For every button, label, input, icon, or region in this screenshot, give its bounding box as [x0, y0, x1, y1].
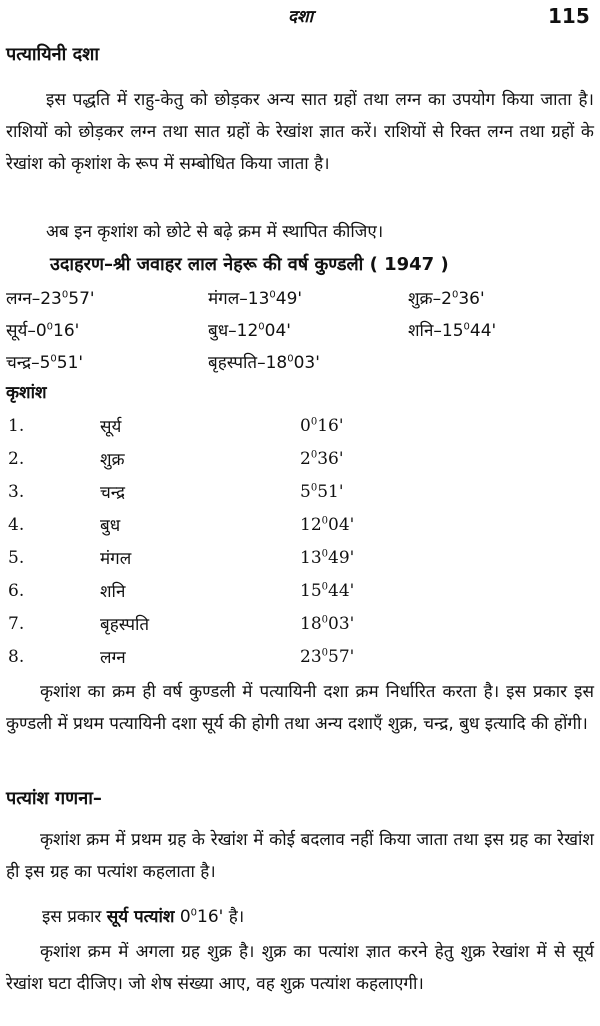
krishansh-heading: कृशांश [6, 383, 47, 403]
paragraph-intro: इस पद्धति में राहु-केतु को छोड़कर अन्य सात ग्रहों तथा लग्न का उपयोग किया जाता है। राशियों को छोड़कर लग्न तथा सात ग्रहों के रेखांश ज्ञात करें। राशियों से रिक्त लग्न तथा ग्रहों के रेखांश को कृशांश के रूप में सम्बोधित किया जाता है। [6, 90, 594, 174]
list-item-planet: बृहस्पति [100, 615, 150, 635]
list-item-value: $0^016'$ [300, 416, 344, 436]
list-item-planet: शनि [100, 582, 126, 602]
list-item-number: 2. [8, 449, 25, 469]
paragraph-patyansh-first: कृशांश क्रम में प्रथम ग्रह के रेखांश में कोई बदलाव नहीं किया जाता तथा इस ग्रह का रेखांश ही इस ग्रह का पत्यांश कहलाता है। [6, 830, 594, 882]
list-item-value: $23^057'$ [300, 647, 355, 667]
list-item-number: 6. [8, 581, 25, 601]
list-item-planet: सूर्य [100, 417, 122, 437]
list-item-number: 8. [8, 647, 25, 667]
surya-patyansh-line: इस प्रकार सूर्य पत्यांश $0^016'$ है। [42, 907, 245, 927]
paragraph-order: अब इन कृशांश को छोटे से बढ़े क्रम में स्थापित कीजिए। [46, 222, 384, 242]
running-header-title: दशा [288, 7, 313, 27]
example-chandra: $चन्द्र-5^051'$ [6, 353, 84, 373]
example-shani: $शनि-15^044'$ [408, 321, 497, 341]
list-item-value: $15^044'$ [300, 581, 355, 601]
paragraph-shukra-patyansh: कृशांश क्रम में अगला ग्रह शुक्र है। शुक्र का पत्यांश ज्ञात करने हेतु शुक्र रेखांश में से सूर्य रेखांश घटा दीजिए। जो शेष संख्या आए, वह शुक्र पत्यांश कहलाएगी। [6, 942, 594, 994]
example-title: उदाहरण–श्री जवाहर लाल नेहरू की वर्ष कुण्डली ( 1947 ) [50, 254, 449, 275]
list-item-number: 4. [8, 515, 25, 535]
section-heading-patyansh: पत्यांश गणना– [6, 788, 102, 809]
list-item-planet: शुक्र [100, 450, 125, 470]
list-item-planet: मंगल [100, 549, 132, 569]
list-item-number: 1. [8, 416, 25, 436]
list-item-planet: लग्न [100, 648, 126, 668]
paragraph-krishansh-order: कृशांश का क्रम ही वर्ष कुण्डली में पत्यायिनी दशा क्रम निर्धारित करता है। इस प्रकार इस कुण्डली में प्रथम पत्यायिनी दशा सूर्य की होगी तथा अन्य दशाएँ शुक्र, चन्द्र, बुध इत्यादि की होंगी। [6, 682, 594, 734]
list-item-planet: चन्द्र [100, 483, 126, 503]
list-item-value: $5^051'$ [300, 482, 344, 502]
example-lagna: $लग्न-23^057'$ [6, 289, 95, 309]
list-item-number: 3. [8, 482, 25, 502]
list-item-planet: बुध [100, 516, 121, 536]
list-item-value: $12^004'$ [300, 515, 355, 535]
list-item-number: 5. [8, 548, 25, 568]
example-shukra: $शुक्र-2^036'$ [408, 289, 485, 309]
page-number: 115 [548, 4, 590, 28]
list-item-value: $13^049'$ [300, 548, 355, 568]
example-budh: $बुध-12^004'$ [208, 321, 291, 341]
list-item-value: $2^036'$ [300, 449, 344, 469]
example-mangal: $मंगल-13^049'$ [208, 289, 303, 309]
section-heading-patyayini: पत्यायिनी दशा [6, 44, 100, 65]
list-item-value: $18^003'$ [300, 614, 355, 634]
example-brihaspati: $बृहस्पति-18^003'$ [208, 353, 320, 373]
list-item-number: 7. [8, 614, 25, 634]
example-surya: $सूर्य-0^016'$ [6, 321, 80, 341]
